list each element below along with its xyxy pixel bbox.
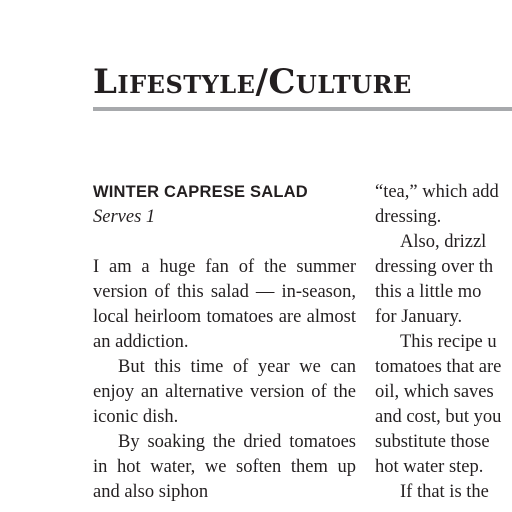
article-line: Also, drizzl	[400, 232, 487, 252]
article-line: dressing.	[375, 207, 442, 227]
article-line: tomatoes that are	[375, 357, 502, 377]
article-line: oil, which saves	[375, 382, 494, 402]
article-line: and cost, but you	[375, 407, 502, 427]
section-title: Lifestyle/Culture	[93, 62, 412, 102]
article-line: substitute those	[375, 432, 490, 452]
article-column-right	[375, 180, 512, 505]
article-line: this a little mo	[375, 282, 482, 302]
recipe-title: WINTER CAPRESE SALAD	[93, 183, 308, 201]
article-line: This recipe u	[400, 332, 497, 352]
article-paragraph: By soaking the dried tomatoes in hot water, we soften them up and also siphon	[93, 432, 356, 502]
article-line: dressing over th	[375, 257, 494, 277]
article-line: for January.	[375, 307, 463, 327]
article-paragraph: I am a huge fan of the summer version of this salad — in-season, local heirloom tomatoes are almost an addiction.	[93, 257, 356, 352]
article-line: “tea,” which add	[375, 182, 499, 202]
recipe-serves: Serves 1	[93, 207, 156, 227]
article-paragraph: But this time of year we can enjoy an alternative version of the iconic dish.	[93, 357, 356, 427]
article-line: hot water step.	[375, 457, 484, 477]
section-title-rule	[93, 107, 512, 111]
article-column-left	[93, 180, 356, 505]
article-line: If that is the	[400, 482, 489, 502]
